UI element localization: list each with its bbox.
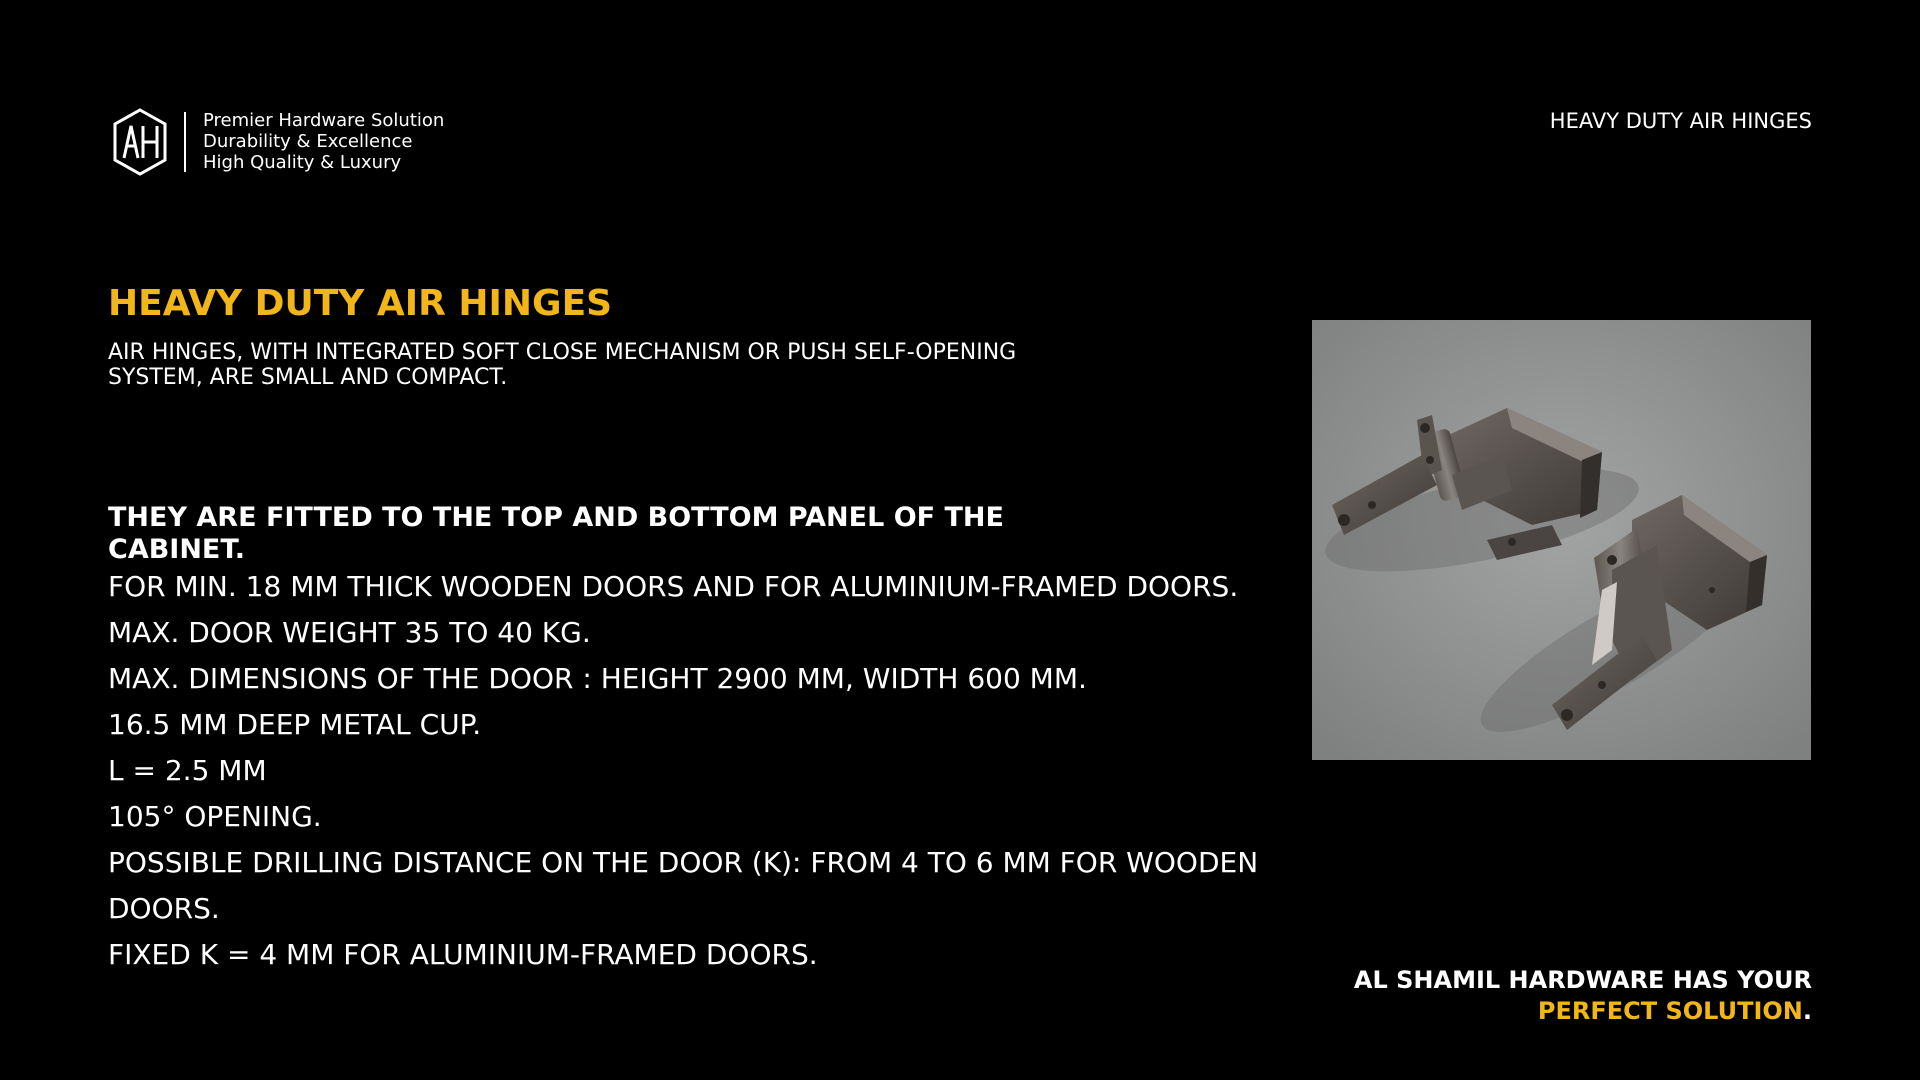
spec-item: FIXED K = 4 MM FOR ALUMINIUM-FRAMED DOORS.: [108, 938, 818, 971]
subtitle-line: SYSTEM, ARE SMALL AND COMPACT.: [108, 365, 508, 390]
air-hinges-product-photo-icon: [1312, 320, 1811, 760]
spec-item: 16.5 MM DEEP METAL CUP.: [108, 708, 482, 741]
brand-tagline: [203, 110, 444, 173]
closing-period: .: [1802, 997, 1812, 1025]
ah-monogram-logo-icon: [112, 108, 168, 176]
fitting-lead: [108, 502, 1008, 566]
product-photo: [1312, 320, 1811, 760]
spec-item: POSSIBLE DRILLING DISTANCE ON THE DOOR (K): FROM 4 TO 6 MM FOR WOODEN: [108, 846, 1259, 879]
spec-item: DOORS.: [108, 892, 220, 925]
page-title: HEAVY DUTY AIR HINGES: [108, 283, 613, 324]
logo-divider: [184, 112, 186, 172]
tagline-line: High Quality & Luxury: [203, 152, 402, 173]
spec-item: L = 2.5 MM: [108, 754, 267, 787]
page-label: HEAVY DUTY AIR HINGES: [1549, 109, 1812, 133]
spec-item: MAX. DOOR WEIGHT 35 TO 40 KG.: [108, 616, 591, 649]
lead-line: THEY ARE FITTED TO THE TOP AND BOTTOM PANEL OF THE: [108, 502, 1004, 533]
spec-item: MAX. DIMENSIONS OF THE DOOR : HEIGHT 2900 MM, WIDTH 600 MM.: [108, 662, 1087, 695]
spec-item: FOR MIN. 18 MM THICK WOODEN DOORS AND FOR ALUMINIUM-FRAMED DOORS.: [108, 570, 1239, 603]
highlight-text: PERFECT SOLUTION: [1537, 997, 1803, 1025]
closing-line-2: [1354, 996, 1812, 1027]
closing-line: AL SHAMIL HARDWARE HAS YOUR: [1353, 966, 1812, 994]
closing-statement: [1354, 965, 1812, 1027]
tagline-line: Durability & Excellence: [203, 131, 413, 152]
spec-item: 105° OPENING.: [108, 800, 322, 833]
subtitle-line: AIR HINGES, WITH INTEGRATED SOFT CLOSE MECHANISM OR PUSH SELF-OPENING: [108, 340, 1017, 365]
lead-line: CABINET.: [108, 534, 245, 565]
product-subtitle: [108, 340, 1108, 390]
tagline-line: Premier Hardware Solution: [203, 110, 445, 131]
spec-list: [108, 564, 1328, 978]
